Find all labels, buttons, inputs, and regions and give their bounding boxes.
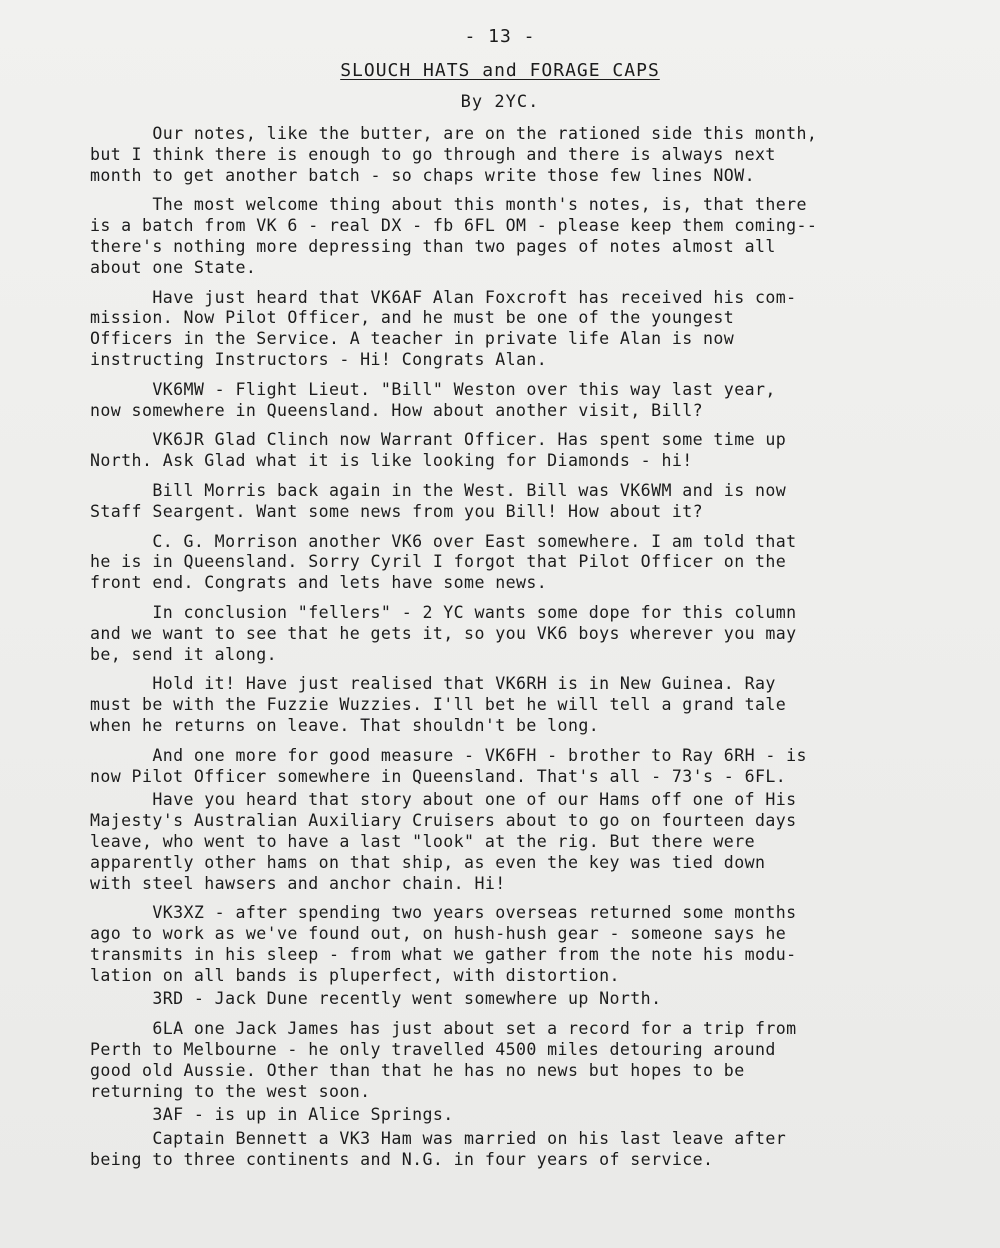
article-body [90, 124, 950, 1174]
text-line: returning to the west soon. [90, 1081, 371, 1101]
text-line: In conclusion "fellers" - 2 YC wants some dope for this column [90, 602, 797, 622]
text-line: Officers in the Service. A teacher in private life Alan is now [90, 329, 735, 349]
text-line: he is in Queensland. Sorry Cyril I forgot that Pilot Officer on the [90, 552, 787, 572]
paragraph [90, 903, 950, 986]
text-line: but I think there is enough to go through and there is always next [90, 144, 776, 164]
text-line: with steel hawsers and anchor chain. Hi! [90, 873, 506, 893]
text-line: and we want to see that he gets it, so you VK6 boys wherever you may [90, 623, 797, 643]
paragraph [90, 1019, 950, 1102]
paragraph [90, 288, 950, 371]
paragraph [90, 481, 950, 523]
text-line: Captain Bennett a VK3 Ham was married on his last leave after [90, 1129, 787, 1149]
text-line: VK3XZ - after spending two years overseas returned some months [90, 903, 797, 923]
text-line: instructing Instructors - Hi! Congrats Alan. [90, 349, 548, 369]
text-line: Perth to Melbourne - he only travelled 4500 miles detouring around [90, 1040, 776, 1060]
text-line: transmits in his sleep - from what we gather from the note his modu- [90, 944, 797, 964]
page-number: - 13 - [464, 26, 536, 47]
text-line: 3RD - Jack Dune recently went somewhere up North. [90, 989, 662, 1009]
text-line: And one more for good measure - VK6FH - brother to Ray 6RH - is [90, 745, 807, 765]
text-line: lation on all bands is pluperfect, with distortion. [90, 965, 620, 985]
text-line: month to get another batch - so chaps write those few lines NOW. [90, 165, 755, 185]
text-line: be, send it along. [90, 644, 278, 664]
paragraph [90, 380, 950, 422]
text-line: good old Aussie. Other than that he has no news but hopes to be [90, 1060, 745, 1080]
paragraph [90, 124, 950, 186]
text-line: apparently other hams on that ship, as even the key was tied down [90, 852, 766, 872]
text-line: Our notes, like the butter, are on the rationed side this month, [90, 124, 818, 143]
text-line: Majesty's Australian Auxiliary Cruisers about to go on fourteen days [90, 811, 797, 831]
text-line: must be with the Fuzzie Wuzzies. I'll bet he will tell a grand tale [90, 695, 787, 715]
paragraph [90, 430, 950, 472]
text-line: 6LA one Jack James has just about set a record for a trip from [90, 1019, 797, 1039]
text-line: 3AF - is up in Alice Springs. [90, 1105, 454, 1125]
article-title [0, 60, 1000, 81]
text-line: mission. Now Pilot Officer, and he must be one of the youngest [90, 308, 735, 328]
text-line: VK6MW - Flight Lieut. "Bill" Weston over this way last year, [90, 379, 776, 399]
text-line: being to three continents and N.G. in four years of service. [90, 1150, 714, 1170]
byline: By 2YC. [460, 92, 540, 112]
text-line: Have just heard that VK6AF Alan Foxcroft has received his com- [90, 287, 797, 307]
text-line: C. G. Morrison another VK6 over East somewhere. I am told that [90, 531, 797, 551]
text-line: Have you heard that story about one of our Hams off one of His [90, 790, 797, 810]
text-line: front end. Congrats and lets have some news. [90, 573, 548, 593]
text-line: The most welcome thing about this month's notes, is, that there [90, 195, 807, 215]
paragraph [90, 603, 950, 665]
text-line: when he returns on leave. That shouldn't be long. [90, 715, 600, 735]
paragraph [90, 532, 950, 594]
paragraph [90, 746, 950, 788]
paragraph [90, 195, 950, 278]
text-line: North. Ask Glad what it is like looking for Diamonds - hi! [90, 451, 693, 471]
text-line: Hold it! Have just realised that VK6RH is in New Guinea. Ray [90, 674, 776, 694]
text-line: leave, who went to have a last "look" at the rig. But there were [90, 831, 755, 851]
text-line: about one State. [90, 257, 257, 277]
text-line: now Pilot Officer somewhere in Queensland. That's all - 73's - 6FL. [90, 766, 787, 786]
text-line: now somewhere in Queensland. How about another visit, Bill? [90, 400, 704, 420]
text-line: Bill Morris back again in the West. Bill was VK6WM and is now [90, 480, 787, 500]
text-line: there's nothing more depressing than two pages of notes almost all [90, 236, 776, 256]
text-line: is a batch from VK 6 - real DX - fb 6FL OM - please keep them coming-- [90, 216, 818, 236]
text-line: VK6JR Glad Clinch now Warrant Officer. Has spent some time up [90, 430, 787, 450]
paragraph [90, 790, 950, 894]
text-line: Staff Seargent. Want some news from you Bill! How about it? [90, 501, 704, 521]
paragraph [90, 1129, 950, 1171]
text-line: ago to work as we've found out, on hush-hush gear - someone says he [90, 924, 787, 944]
paragraph [90, 674, 950, 736]
paragraph [90, 989, 950, 1010]
article-title-text: SLOUCH HATS and FORAGE CAPS [340, 60, 660, 81]
paragraph [90, 1105, 950, 1126]
